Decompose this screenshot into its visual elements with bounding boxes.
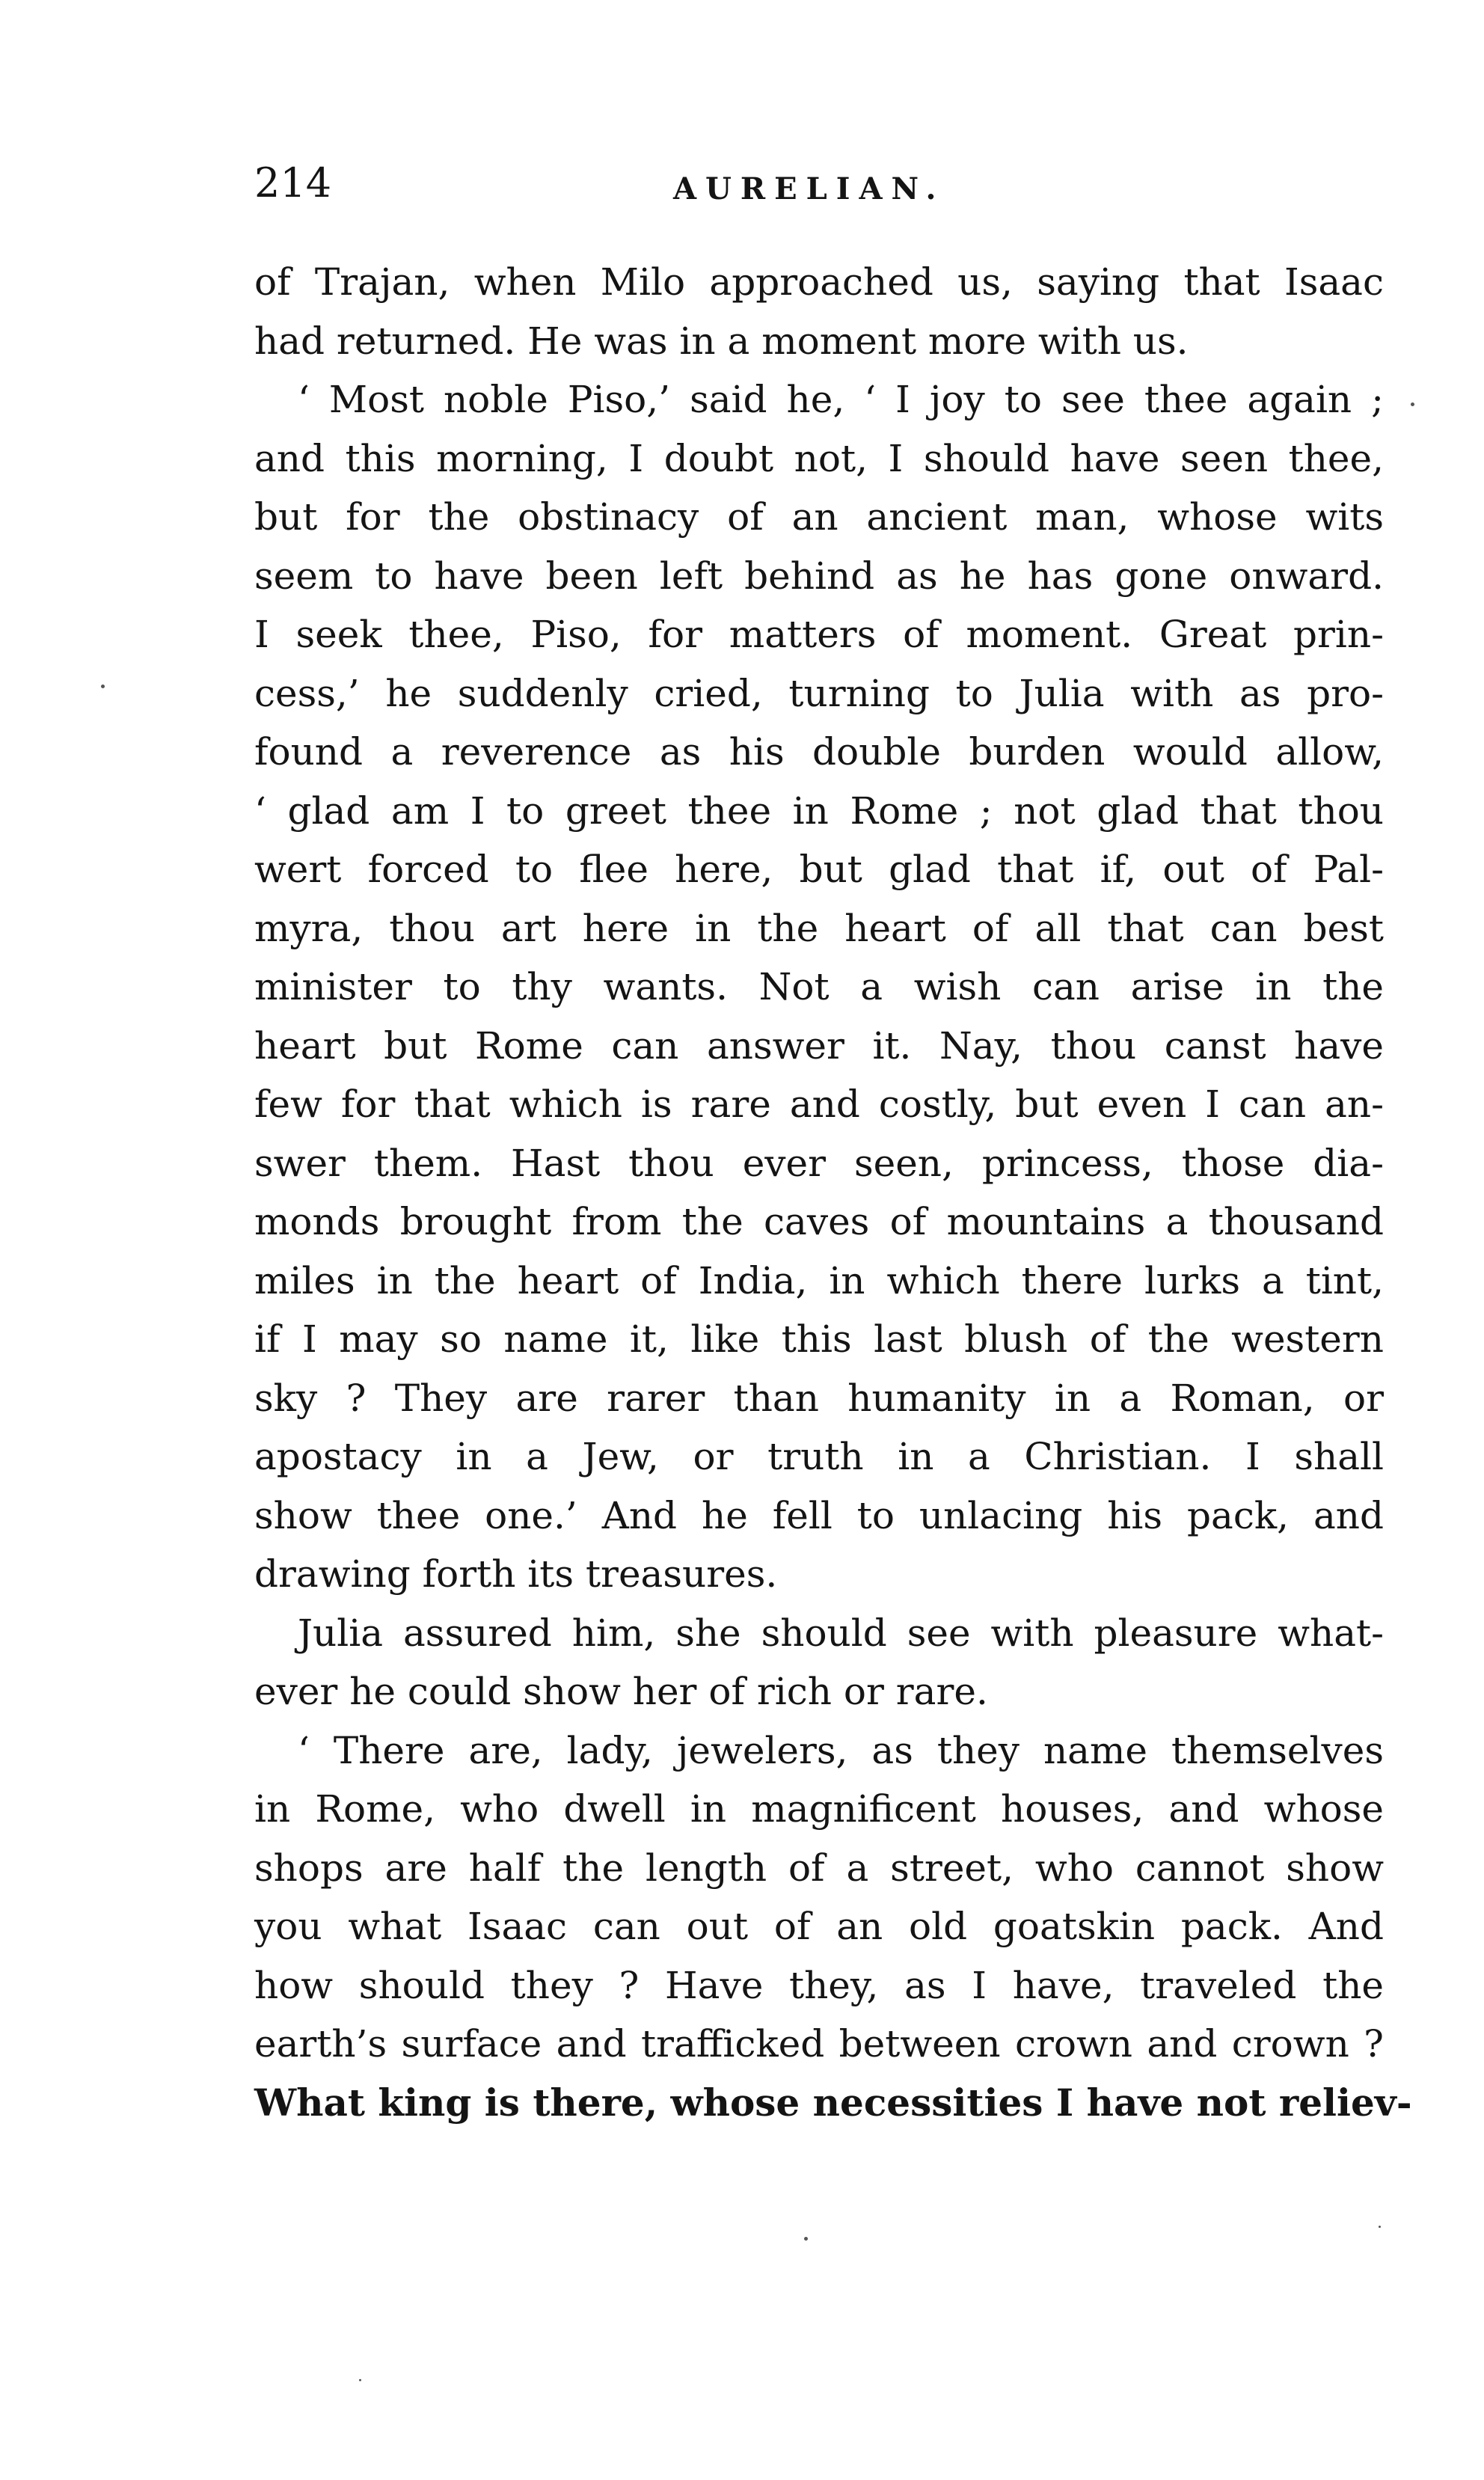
text-line: and this morning, I doubt not, I should have seen thee, xyxy=(254,436,1384,480)
text-line: but for the obstinacy of an ancient man, whose wits xyxy=(254,495,1384,539)
text-line: few for that which is rare and costly, but even I can an- xyxy=(254,1083,1384,1126)
text-line: heart but Rome can answer it. Nay, thou canst have xyxy=(254,1023,1384,1068)
text-line: minister to thy wants. Not a wish can arise in the xyxy=(254,965,1384,1008)
text-line: ever he could show her of rich or rare. xyxy=(254,1670,988,1713)
text-line: cess,’ he suddenly cried, turning to Julia with as pro- xyxy=(254,671,1384,715)
text-line: you what Isaac can out of an old goatskin pack. And xyxy=(254,1905,1384,1948)
text-line: earth’s surface and trafficked between crown and crown ? xyxy=(254,2022,1384,2066)
running-title: AURELIAN. xyxy=(673,171,945,206)
text-line: ‘ Most noble Piso,’ said he, ‘ I joy to see thee again ; xyxy=(298,378,1384,421)
text-line: wert forced to flee here, but glad that if, out of Pal- xyxy=(254,848,1384,891)
text-line: sky ? They are rarer than humanity in a Roman, or xyxy=(254,1376,1384,1420)
text-line: Julia assured him, she should see with pleasure what- xyxy=(298,1611,1384,1655)
text-line: seem to have been left behind as he has gone onward. xyxy=(254,554,1384,598)
text-line: in Rome, who dwell in magnificent houses, and whose xyxy=(254,1787,1384,1831)
text-line: how should they ? Have they, as I have, traveled the xyxy=(254,1963,1384,2007)
text-line: ‘ glad am I to greet thee in Rome ; not glad that thou xyxy=(254,789,1384,833)
scan-speck xyxy=(359,2379,361,2381)
text-line: I seek thee, Piso, for matters of moment. Great prin- xyxy=(254,613,1384,656)
text-line: shops are half the length of a street, who cannot show xyxy=(254,1846,1384,1890)
body-text xyxy=(254,253,1412,2132)
text-line: had returned. He was in a moment more with us. xyxy=(254,319,1189,363)
text-line: miles in the heart of India, in which there lurks a tint, xyxy=(254,1258,1384,1302)
page-number: 214 xyxy=(254,159,332,206)
text-line: What king is there, whose necessities I have not reliev- xyxy=(254,2080,1412,2125)
scan-speck xyxy=(1379,2226,1381,2228)
text-line: found a reverence as his double burden would allow, xyxy=(254,730,1384,774)
text-line: monds brought from the caves of mountains a thousand xyxy=(254,1200,1384,1243)
scan-speck xyxy=(1411,402,1414,406)
text-line: swer them. Hast thou ever seen, princess, those dia- xyxy=(254,1141,1384,1185)
text-line: ‘ There are, lady, jewelers, as they name themselves xyxy=(298,1728,1384,1772)
text-line: show thee one.’ And he fell to unlacing his pack, and xyxy=(254,1493,1384,1537)
text-line: apostacy in a Jew, or truth in a Christian. I shall xyxy=(254,1435,1384,1478)
scan-speck xyxy=(101,685,105,688)
text-line: drawing forth its treasures. xyxy=(254,1552,778,1596)
text-line: myra, thou art here in the heart of all that can best xyxy=(254,906,1384,950)
text-line: of Trajan, when Milo approached us, saying that Isaac xyxy=(254,260,1384,304)
scan-speck xyxy=(804,2237,808,2241)
page-header xyxy=(254,153,1391,213)
text-line: if I may so name it, like this last blush of the western xyxy=(254,1317,1384,1361)
